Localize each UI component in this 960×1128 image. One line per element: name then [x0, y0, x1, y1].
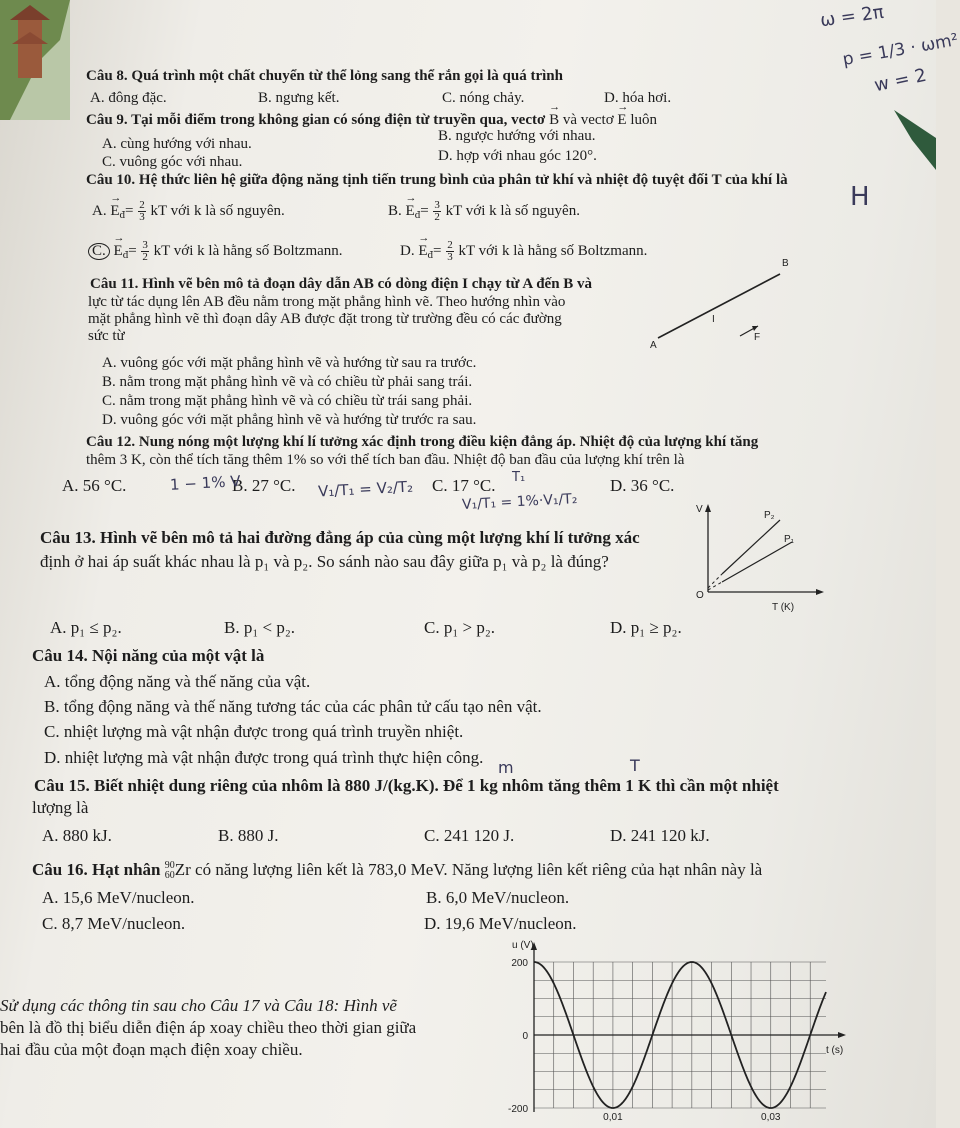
q15-option-d[interactable] — [610, 826, 710, 846]
q10-b-den: 2 — [434, 211, 440, 223]
q8-option-c-text: C. nóng chảy. — [442, 90, 525, 106]
q10-c-sub: đ — [122, 248, 129, 261]
q16-option-a-text: A. 15,6 MeV/nucleon. — [42, 888, 195, 907]
q17-18-line1 — [0, 996, 397, 1016]
q9-option-a-text: A. cùng hướng với nhau. — [102, 136, 252, 152]
q11-label-f: F — [754, 332, 761, 343]
q15-option-d-text: D. 241 120 kJ. — [610, 826, 710, 845]
chart-x-tick-001: 0,01 — [603, 1112, 623, 1123]
q16-isotope — [165, 861, 175, 881]
chart-y-tick-200: 200 — [511, 958, 528, 969]
q13-label-o: O — [696, 590, 704, 601]
q10-a-sub: đ — [119, 208, 126, 221]
q13-option-a[interactable] — [50, 618, 122, 638]
q10-a-num: 2 — [139, 199, 145, 211]
q11-option-c[interactable] — [102, 393, 472, 410]
q10-a-den: 3 — [139, 211, 145, 223]
q10-c-e: → E — [114, 243, 123, 260]
q10-b-label: B. — [388, 202, 402, 219]
q13-label-t: T (K) — [772, 602, 795, 613]
q12-line1: Câu 12. Nung nóng một lượng khí lí tưởng xác định trong điều kiện đẳng áp. Nhiệt độ của lượng khí tăng — [86, 434, 759, 450]
q10-c-label: C. — [88, 243, 110, 260]
q13-line1-text: Câu 13. Hình vẽ bên mô tả hai đường đẳng áp của cùng một lượng khí lí tưởng xác — [40, 528, 640, 547]
q10-c-fraction — [141, 240, 149, 263]
q16-atomic: 60 — [164, 870, 175, 882]
q14-option-a-text: A. tổng động năng và thế năng của vật. — [44, 672, 311, 691]
q11-line1: Câu 11. Hình vẽ bên mô tả đoạn dây dẫn AB có dòng điện I chạy từ A đến B và — [90, 276, 593, 292]
q15-option-c[interactable] — [424, 826, 514, 846]
q13-option-b[interactable] — [224, 618, 295, 638]
q9-option-b-text: B. ngược hướng với nhau. — [438, 128, 596, 144]
q12-option-a[interactable] — [62, 476, 126, 496]
q10-a-e: → E — [110, 203, 119, 220]
q17-18-line2: bên là đồ thị biểu diễn điện áp xoay chiều theo thời gian giữa — [0, 1018, 417, 1037]
q16-option-a[interactable] — [42, 888, 195, 908]
q9-option-c-text: C. vuông góc với nhau. — [102, 154, 243, 170]
q11-option-d[interactable] — [102, 412, 476, 429]
q10-c-eq: = — [128, 242, 137, 259]
q14-stem: Câu 14. Nội năng của một vật là — [32, 646, 265, 665]
q10-d-fraction — [446, 240, 454, 263]
q10-b-eq: = — [420, 202, 429, 219]
q13-t-arrowhead — [816, 589, 824, 595]
q10-d-tail: kT với k là hằng số Boltzmann. — [458, 242, 648, 259]
q10-a-label: A. — [92, 202, 107, 219]
q16-option-c[interactable] — [42, 914, 185, 934]
q12-hand-formula-1: V₁/T₁ = V₂/T₂ — [317, 477, 414, 501]
q9-vector-e: → E — [617, 112, 626, 129]
q15-option-a-text: A. 880 kJ. — [42, 826, 112, 845]
q12-option-a-text: A. 56 °C. — [62, 476, 127, 495]
q16-option-b-text: B. 6,0 MeV/nucleon. — [426, 888, 570, 907]
chart-y-tick-0: 0 — [522, 1031, 528, 1042]
q10-option-d[interactable] — [400, 240, 647, 263]
chart-y-label: u (V) — [512, 940, 534, 951]
q10-stem: Câu 10. Hệ thức liên hệ giữa động năng tịnh tiến trung bình của phân tử khí và nhiệt độ tuyệt đối T của khí là — [86, 172, 788, 188]
chart-x-label: t (s) — [826, 1045, 844, 1056]
q11-option-d-text: D. vuông góc với mặt phẳng hình vẽ và hướng từ trước ra sau. — [102, 412, 477, 428]
q8-stem: Câu 8. Quá trình một chất chuyển từ thể lỏng sang thể rắn gọi là quá trình — [86, 68, 563, 84]
q16-stem-b: có năng lượng liên kết là 783,0 MeV. Năng lượng liên kết riêng của hạt nhân này là — [195, 860, 763, 879]
q14-option-b-text: B. tổng động năng và thế năng tương tác của các phân tử cấu tạo nên vật. — [44, 697, 542, 716]
q9-option-b[interactable] — [438, 128, 596, 145]
q11-line3: mặt phẳng hình vẽ thì đoạn dây AB được đặt trong từ trường đều có các đường — [88, 311, 562, 327]
q15-line1 — [34, 776, 779, 796]
q14-option-c-text: C. nhiệt lượng mà vật nhận được trong quá trình truyền nhiệt. — [44, 722, 464, 741]
q13-line1 — [40, 528, 640, 548]
q14-option-d-text: D. nhiệt lượng mà vật nhận được trong quá trình thực hiện công. — [44, 748, 484, 767]
q8-option-b-text: B. ngưng kết. — [258, 90, 340, 106]
q11-label-i: I — [712, 314, 715, 325]
q16-stem — [32, 860, 762, 881]
q10-b-fraction — [433, 200, 441, 223]
q10-c-den: 2 — [142, 251, 148, 263]
q9-vector-b: → B — [549, 112, 559, 129]
q15-option-a[interactable] — [42, 826, 112, 846]
q11-line2: lực từ tác dụng lên AB đều nằm trong mặt phẳng hình vẽ. Theo hướng nhìn vào — [88, 294, 566, 310]
q15-option-c-text: C. 241 120 J. — [424, 826, 515, 845]
q11-line4: sức từ — [88, 328, 125, 344]
q11-wire-ab — [658, 274, 780, 338]
q12-option-c-text: C. 17 °C. — [432, 476, 496, 495]
q9-stem-a: Câu 9. Tại mỗi điểm trong không gian có sóng điện từ truyền qua, vectơ — [86, 112, 546, 128]
q16-stem-a: Câu 16. Hạt nhân — [32, 860, 161, 879]
q12-hand-formula-2: V₁/T₁ = 1%·V₁/T₂ — [461, 490, 578, 514]
q14-option-d[interactable] — [44, 748, 483, 768]
q15-line2: lượng là — [32, 798, 89, 817]
q17-18-line3: hai đầu của một đoạn mạch điện xoay chiều. — [0, 1040, 303, 1059]
q10-a-fraction — [138, 200, 146, 223]
q11-label-b: B — [782, 258, 789, 269]
q10-d-label: D. — [400, 242, 415, 259]
q16-option-d-text: D. 19,6 MeV/nucleon. — [424, 914, 577, 933]
q15-line1-text: Câu 15. Biết nhiệt dung riêng của nhôm là 880 J/(kg.K). Để 1 kg nhôm tăng thêm 1 K thì cần một nhiệt — [34, 776, 779, 795]
q13-option-c-text: C. p₁ > p₂. — [424, 618, 496, 637]
q10-b-e: → E — [406, 203, 415, 220]
chart-x-tick-003: 0,03 — [761, 1112, 781, 1123]
q13-line-p1 — [722, 542, 792, 582]
q11-option-b[interactable] — [102, 374, 472, 391]
q13-label-p2: P₂ — [764, 510, 775, 521]
q15-option-b-text: B. 880 J. — [218, 826, 279, 845]
q8-option-d-text: D. hóa hơi. — [604, 90, 672, 106]
green-pen-corner — [894, 110, 936, 170]
q13-figure — [680, 500, 830, 616]
q16-option-c-text: C. 8,7 MeV/nucleon. — [42, 914, 186, 933]
q11-option-a[interactable] — [102, 355, 476, 372]
q10-option-c[interactable] — [88, 240, 343, 263]
q11-figure — [640, 252, 800, 352]
hand-note-top-1: ω = 2π — [818, 1, 886, 32]
q14-option-b[interactable] — [44, 697, 542, 717]
corner-photo — [0, 0, 70, 120]
q13-v-arrowhead — [705, 504, 711, 512]
q10-a-eq: = — [125, 202, 134, 219]
q9-stem-end: luôn — [630, 112, 657, 128]
hand-note-q10: H — [850, 182, 870, 212]
chart-x-arrowhead — [838, 1032, 846, 1038]
q15-hand-m: m — [498, 758, 514, 777]
q8-option-b[interactable] — [258, 90, 339, 107]
hand-note-top-3: w = 2 — [872, 64, 929, 97]
q9-stem-mid: và vectơ — [562, 112, 614, 128]
q13-option-c[interactable] — [424, 618, 495, 638]
q9-option-d-text: D. hợp với nhau góc 120°. — [438, 148, 597, 164]
q10-c-tail: kT với k là hằng số Boltzmann. — [153, 242, 343, 259]
q12-line2: thêm 3 K, còn thể tích tăng thêm 1% so với thể tích ban đầu. Nhiệt độ ban đầu của lượng khí trên là — [86, 452, 685, 468]
q10-c-num: 3 — [142, 239, 148, 251]
q8-option-a-text: A. đông đặc. — [90, 90, 167, 106]
q12-option-c[interactable] — [432, 476, 495, 496]
q8-option-c[interactable] — [442, 90, 524, 107]
q10-a-tail: kT với k là số nguyên. — [150, 202, 285, 219]
q9-option-c[interactable] — [102, 154, 242, 171]
q11-option-a-text: A. vuông góc với mặt phẳng hình vẽ và hướng từ sau ra trước. — [102, 355, 477, 371]
q13-label-p1: P₁ — [784, 534, 795, 545]
chart-y-tick-neg200: -200 — [507, 1104, 528, 1115]
q10-b-sub: đ — [414, 208, 421, 221]
q10-d-e: → E — [418, 243, 427, 260]
q12-option-d-text: D. 36 °C. — [610, 476, 675, 495]
q13-option-d[interactable] — [610, 618, 682, 638]
q9-stem — [86, 112, 657, 129]
q15-option-b[interactable] — [218, 826, 278, 846]
q12-option-b-text: B. 27 °C. — [232, 476, 296, 495]
q14-option-c[interactable] — [44, 722, 463, 742]
q12-option-b[interactable] — [232, 476, 295, 496]
q12-option-d[interactable] — [610, 476, 674, 496]
q13-label-v: V — [696, 504, 703, 515]
q15-hand-t: T — [630, 756, 640, 775]
q16-mass: 90 — [164, 860, 175, 872]
q10-d-num: 2 — [447, 239, 453, 251]
q13-option-a-text: A. p₁ ≤ p₂. — [50, 618, 122, 637]
q13-option-b-text: B. p₁ < p₂. — [224, 618, 296, 637]
q9-option-d[interactable] — [438, 148, 597, 165]
q11-option-c-text: C. nằm trong mặt phẳng hình vẽ và có chiều từ trái sang phải. — [102, 393, 473, 409]
q10-option-a[interactable] — [92, 200, 285, 223]
q10-option-b[interactable] — [388, 200, 580, 223]
q14-option-a[interactable] — [44, 672, 310, 692]
q10-d-den: 3 — [447, 251, 453, 263]
q11-label-a: A — [650, 340, 657, 351]
q8-option-a[interactable] — [90, 90, 167, 107]
q13-option-d-text: D. p₁ ≥ p₂. — [610, 618, 682, 637]
q12-hand-t1: T₁ — [512, 470, 526, 485]
hand-note-top-2: p = 1/3 · ωm² — [841, 29, 960, 71]
q10-d-eq: = — [433, 242, 442, 259]
ac-voltage-chart — [488, 936, 848, 1124]
q9-option-a[interactable] — [102, 136, 252, 153]
q10-b-tail: kT với k là số nguyên. — [445, 202, 580, 219]
q13-line2: định ở hai áp suất khác nhau là p₁ và p₂. So sánh nào sau đây giữa p₁ và p₂ là đúng? — [40, 552, 609, 571]
q11-option-b-text: B. nằm trong mặt phẳng hình vẽ và có chiều từ phải sang trái. — [102, 374, 473, 390]
q17-18-line1-text: Sử dụng các thông tin sau cho Câu 17 và Câu 18: Hình vẽ — [0, 996, 397, 1015]
q16-option-b[interactable] — [426, 888, 569, 908]
q16-option-d[interactable] — [424, 914, 577, 934]
q8-option-d[interactable] — [604, 90, 671, 107]
q16-elem: Zr — [174, 860, 191, 879]
q12-hand-note: 1 − 1% V — [169, 472, 241, 494]
q10-b-num: 3 — [434, 199, 440, 211]
q10-d-sub: đ — [427, 248, 434, 261]
